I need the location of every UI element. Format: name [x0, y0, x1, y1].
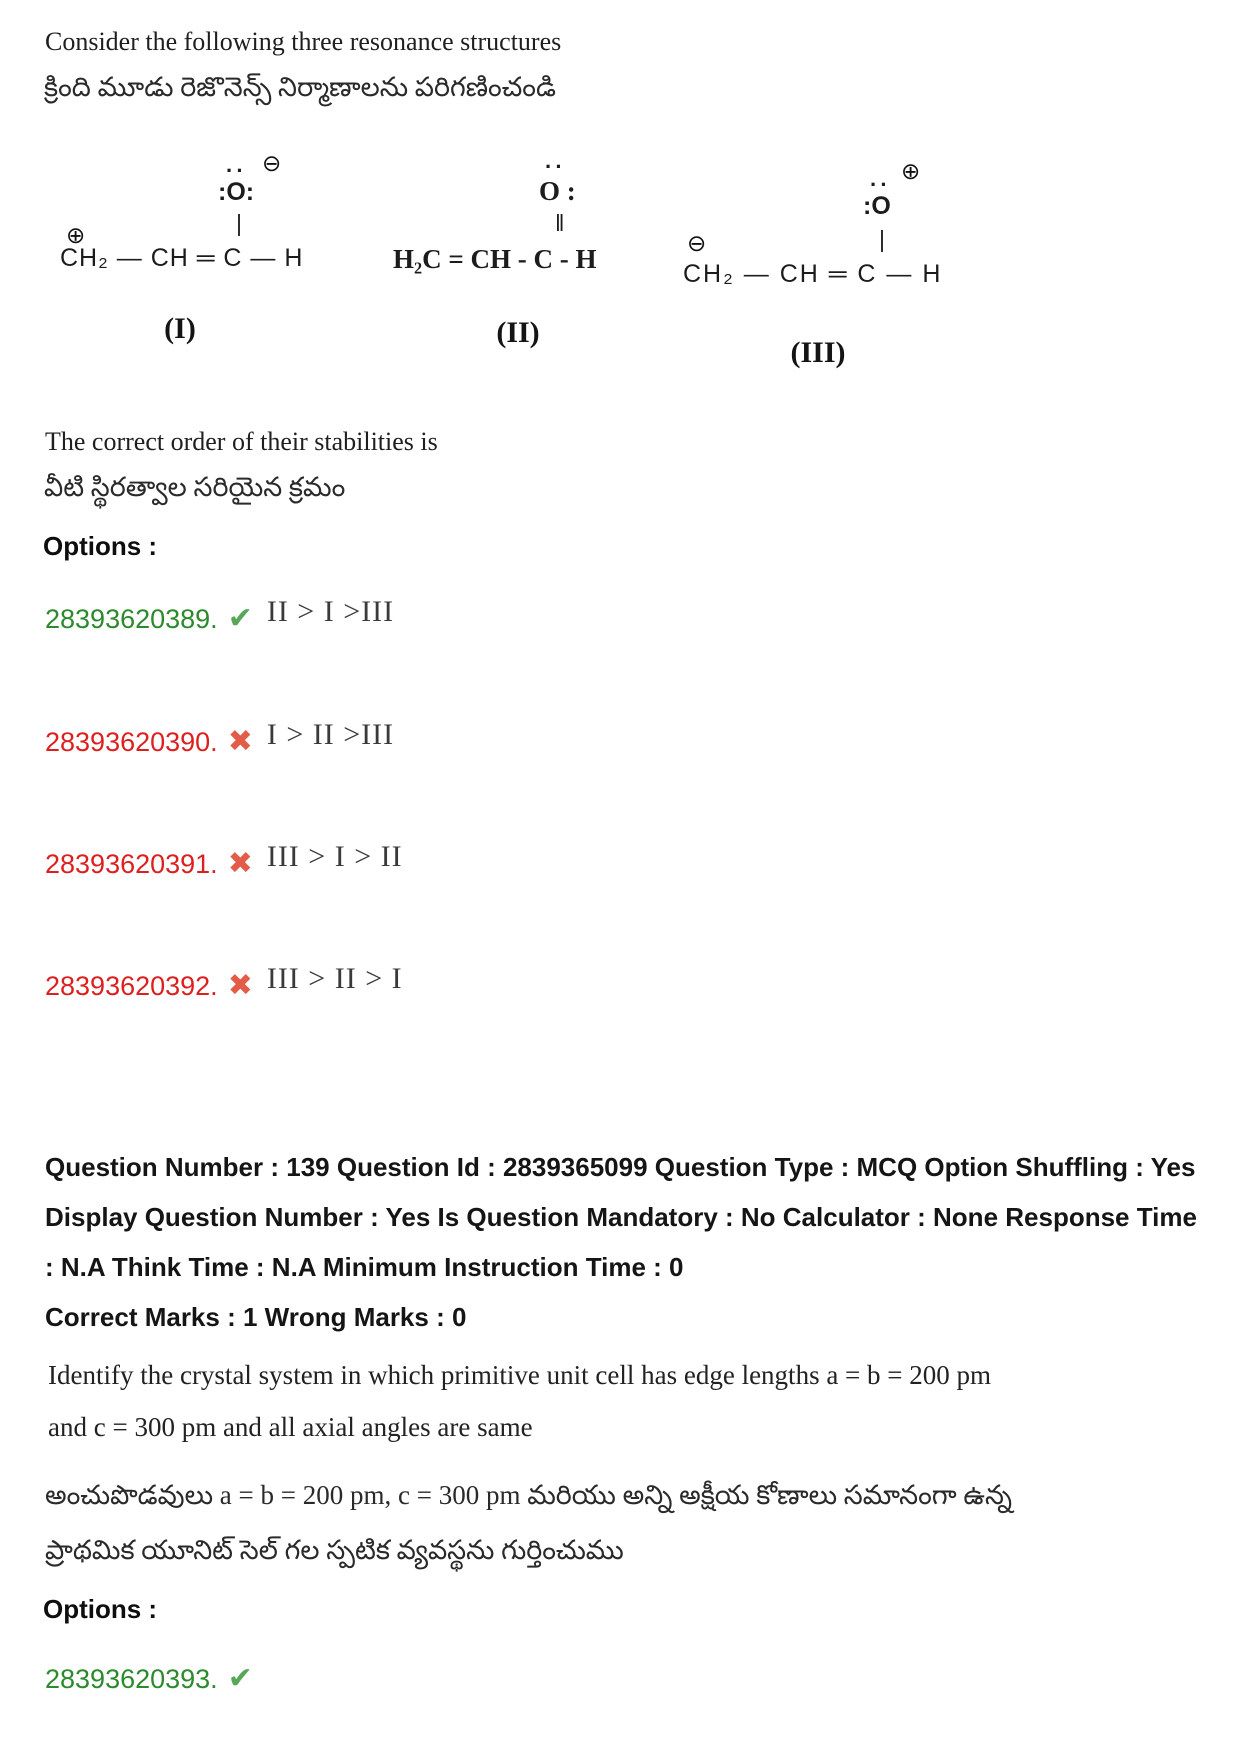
lone-pair-dots: ·· [545, 154, 566, 179]
option-row [45, 718, 395, 762]
question1-text-telugu: క్రింది మూడు రెజొనెన్స్ నిర్మాణాలను పరిగణించండి [44, 72, 556, 102]
lone-pair-dots: ·· [226, 158, 247, 183]
cross-icon: ✖ [227, 847, 253, 880]
option-id: 28393620389. [45, 604, 218, 634]
structure-label-1: (I) [164, 312, 196, 345]
resonance-structure-3 [683, 148, 973, 393]
option-answer: II > I >III [266, 595, 395, 628]
option-answer: I > II >III [266, 718, 395, 751]
question-metadata-line: Display Question Number : Yes Is Question Mandatory : No Calculator : None Response Time [45, 1202, 1197, 1232]
question-metadata-line: Question Number : 139 Question Id : 2839365099 Question Type : MCQ Option Shuffling : Yes [45, 1152, 1196, 1182]
check-icon: ✔ [227, 1662, 253, 1695]
option-row [45, 840, 403, 884]
carbon-chain: CH₂ — CH ═ C — H [60, 244, 304, 272]
question1-stem-english: The correct order of their stabilities is [45, 427, 438, 456]
plus-charge-symbol: ⊕ [901, 158, 921, 184]
carbon-oxygen-bond: | [236, 210, 242, 236]
oxygen-atom: O : [539, 176, 576, 206]
resonance-structure-1 [60, 148, 330, 378]
option-id: 28393620393. [45, 1664, 218, 1694]
plus-charge-symbol: ⊕ [66, 222, 86, 248]
carbon-chain: H₂C = CH - C - H [393, 244, 597, 274]
lone-pair-dots: ·· [870, 172, 891, 197]
option-answer: III > I > II [266, 840, 403, 873]
resonance-structure-2 [393, 148, 643, 378]
minus-charge-symbol: ⊖ [687, 230, 707, 256]
question2-text-telugu-line2: ప్రాథమిక యూనిట్ సెల్ గల స్పటిక వ్యవస్థను గుర్తించుము [45, 1535, 624, 1565]
question2-text-english-line1: Identify the crystal system in which primitive unit cell has edge lengths a = b = 200 pm [48, 1360, 992, 1390]
question-metadata-line: : N.A Think Time : N.A Minimum Instruction Time : 0 [45, 1252, 684, 1282]
carbon-chain: CH₂ — CH ═ C — H [683, 260, 943, 288]
cross-icon: ✖ [227, 969, 253, 1002]
marks-line: Correct Marks : 1 Wrong Marks : 0 [45, 1302, 467, 1332]
check-icon: ✔ [227, 602, 253, 635]
carbon-oxygen-double-bond: ‖ [555, 210, 565, 236]
options-label: Options : [43, 1594, 158, 1624]
option-row [45, 962, 403, 1006]
option-id: 28393620391. [45, 849, 218, 879]
carbon-oxygen-bond: | [879, 226, 885, 252]
minus-charge-symbol: ⊖ [262, 150, 282, 176]
question2-text-telugu-line1: అంచుపొడవులు a = b = 200 pm, c = 300 pm మరియు అన్ని అక్షీయ కోణాలు సమానంగా ఉన్న [45, 1480, 1012, 1510]
option-row [45, 1664, 267, 1695]
option-answer: III > II > I [266, 962, 403, 995]
structure-label-2: (II) [496, 316, 540, 349]
oxygen-atom: :O: [218, 178, 255, 206]
options-label: Options : [43, 531, 158, 561]
oxygen-atom: :O [863, 192, 891, 220]
option-id: 28393620390. [45, 727, 218, 757]
question2-text-english-line2: and c = 300 pm and all axial angles are same [48, 1412, 533, 1442]
question1-text-english: Consider the following three resonance structures [45, 27, 562, 56]
cross-icon: ✖ [227, 725, 253, 758]
structure-label-3: (III) [790, 336, 846, 369]
option-id: 28393620392. [45, 971, 218, 1001]
option-row [45, 595, 395, 639]
question1-stem-telugu: వీటి స్థిరత్వాల సరియైన క్రమం [44, 472, 346, 502]
